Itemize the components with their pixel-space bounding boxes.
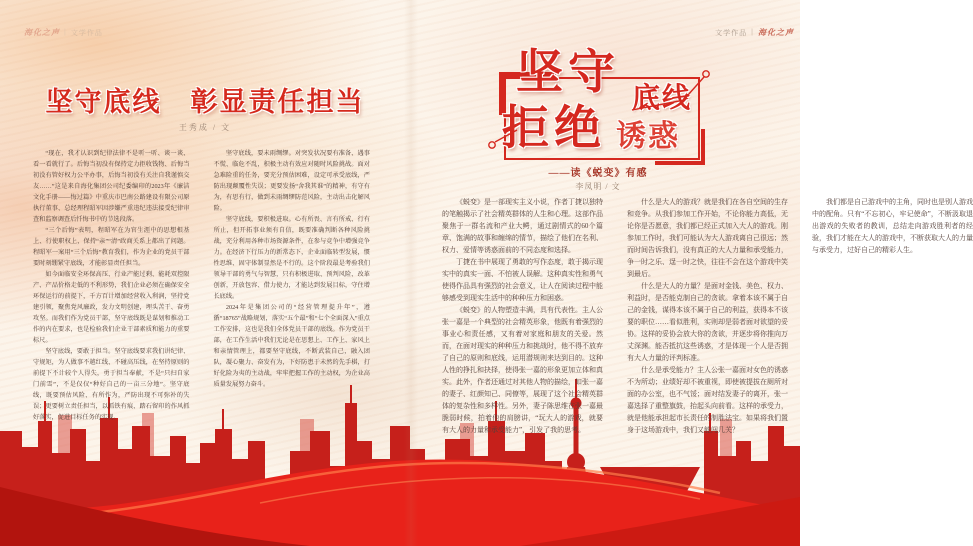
left-paragraph: 如今面临安全环保高压、行业产能过剩、能耗双控限产、产品价格走低的不利形势，我们企业必须在确保安全环保运行的前提下，千方百计增加经营收入利润，坚持党建引领，聚焦党风廉政，发力文明创建，埋头苦干、奋勇攻坚。而我们作为党员干部，坚守底线既是谋划和推动工作的内在要求，也是检验我们企业干部素质和能力的重要标尺。 [33,271,190,344]
left-article-title: 坚守底线 彰显责任担当 [45,87,365,117]
header-divider: | [751,29,754,36]
right-article-body [442,196,973,448]
right-paragraph: 《蜕变》是一部现实主义小说，作者丁捷以独特的笔触揭示了社会精英群体的人生和心理。这部作品聚焦于一群名流和产业大鳄，通过剧情式的60个篇章、饱满的故事和缠绵的情节，描绘了他们在名利、权力、爱情等诱惑面前的不同态度和选择。 [442,198,603,254]
left-paragraph: 坚守底线，要未雨绸缪。对突发状况要有准备、遇事不慌、临危不乱，积极主动有效应对随时风险挑战。面对急难险重的任务，要充分预估困难，设定可承受底线，严防出现颠覆性失误；更要发扬“舍我其谁”的精神，有守有为，有思有行，做到未雨绸缪防范风险，主动出击化解风险。 [213,150,370,212]
magazine-logo-left: 海化之声 [24,27,60,37]
left-paragraph: “现在，我才认识到纪律法律不是听一听、谈一谈、看一看就行了。后悔当初没有保持定力拒收钱物、后悔当初没有管好权力公平办事，后悔当初没有关注自我谨慎交友……”这是来自海化集团公司纪委编印的2023年《廉洁文化手册——悔过篇》中重庆市巴南公路建设有限公司原执行董事、总经理程昭军因涉嫌严重违纪违法接受纪律审查和监察调查后忏悔书中的节选段落。 [33,150,190,223]
title-word-jujue: 拒绝 [502,101,606,154]
right-title-block [486,45,710,166]
title-word-dixian: 底线 [632,82,693,113]
right-paragraph: 《蜕变》的人物塑造丰满，具有代表性。主人公张一嘉是一个典型的社会精英形象，他既有着强烈的事业心和责任感，又有着对家庭和朋友的关爱。然而，在面对现实的种种压力和挑战时，他不得不放弃了自己的原则和底线，运用潜规则来达到目的。这种人性的挣扎和抉择，使得张一嘉的形象更加立体和真实。此外，作者还通过对其他人物的描绘，如张一嘉的妻子、红颜知己、同僚等，展现了这个社会精英群体的复杂性和多样性。另外，妻子陈思维在张一嘉最脆弱时候，拍着他的肩膀讲，“玩大人的游戏，就要有大人的力量和承受能力”，引发了我的思考。 [442,306,603,434]
magazine-logo-right: 海化之声 [758,27,794,37]
title-word-youhuo: 诱惑 [616,120,680,153]
left-paragraph: 2024年是集团公司的“经营管理提升年”，遵循“18765”战略规划，落实“五个最”和“七个全面深入”重点工作安排，这也是我们全体党员干部的底线。作为党员干部，在工作生活中我们无论是在思想上、工作上、家风上和亲情管理上，都要坚守底线，不断武装自己，融入团队，凝心聚力、奋发有为，下好防患于未然的先手棋，打好化险为夷的主动战，牢牢把握工作的主动权，为企业高质量发展努力奋斗。 [213,304,370,388]
title-decoration-lines [486,45,710,166]
right-paragraph: 什么是大人的力量？是面对金钱、美色、权力、利益时，是否能克制自己的贪欲。拿着本该不属于自己的金钱，谋得本该不属于自己的利益，获得本不该要的职位……看似胜利，实则却是弱者面对欲望的妥协。这样的妥协会放大你的贪欲，并逐步将你推向万丈深渊。能否抵抗这些诱惑，才是体现一个人是否拥有大人力量的评判标准。 [627,282,788,362]
left-page-header [24,27,103,38]
left-article-body [33,148,370,440]
title-word-jianshou: 坚守 [516,45,620,98]
header-divider: | [64,29,67,36]
left-paragraph: “三个后悔”表明，程昭军在为官生涯中的思想根基上、行使职权上，保持“亲”“清”政商关系上都出了问题。程昭军一案用“三个后悔”教育我们，作为企业的党员干部要时刻绷紧守底线，才能彰显责任担当。 [33,227,190,267]
left-article-author: 王秀成 / 文 [178,123,232,132]
section-label-left: 文学作品 [70,29,103,37]
right-paragraph: 我们都是自己游戏中的主角，同时也是别人游戏中的配角。只有“不忘初心，牢记使命”，不断汲取退出游戏的失败者的教训，总结走向游戏胜利者的经验，我们才能在大人的游戏中，不断获取大人的力量与承受力，过好自己的精彩人生。 [812,198,973,254]
left-paragraph: 坚守底线，要积极进取。心有所畏、言有所戒、行有所止，但开拓事业须有自信，既要准确判断各种风险挑战，充分利用各种市场资源条件，在参与竞争中增强竞争力。在经济下行压力的新常态下，企业面临转型发展，惯性思维、固守体制显然是不行的。这个阶段最是考验我们领导干部的勇气与智慧，只有积极进取、预判风险、改革创新，开放包容、借力使力，才能达到发展目标，守住增长底线。 [213,216,370,300]
right-paragraph: 什么是承受能力？主人公张一嘉面对女色的诱惑不为所动；业绩好却不被重视，即使被提拔在厕所对面的办公室，也不气馁；面对结发妻子的离开，张一嘉选择了重整旗鼓，抬起头向前看。这样的承受力，就是他能承担起市长责任的制胜法宝。如果将我们置身于这场游戏中，我们又能闯几关？ [627,366,788,434]
right-page-header [702,27,794,38]
section-label-right: 文学作品 [715,29,748,37]
right-article-author: 李凤明 / 文 [575,182,621,191]
left-paragraph: 坚守底线，要敢于担当。坚守底线要求我们讲纪律、守规矩，为人做事不越红线、不碰高压线，在坚持原则的前提下不计较个人得失，勇于担当奉献，不是“只扫自家门前雪”，不是仅仅“种好自己的一亩三分地”。坚守底线，既要预估风险、有所作为，严防出现不可弥补的失误；更要树立责任担当，以抓铁有痕、踏石留印的作风抓好落实，促进目标任务的实现。 [33,348,190,421]
right-paragraph: 丁捷在书中展现了勇敢的写作态度，敢于揭示现实中的真实一面、不怕被人误解。这种真实性和勇气使得作品具有强烈的社会意义，让人在阅读过程中能够感受到现实生活中的种种压力和困惑。 [442,258,603,302]
right-paragraph: 什么是大人的游戏？就是我们在各自空间的生存和竞争。从我们参加工作开始，不论你能力高低，无论你是否愿意，我们都已经正式加入大人的游戏。刚参加工作时，我们可能认为大人游戏离自己很远；然而时间告诉我们，没有真正的大人力量和承受能力，争一时之乐、逞一时之快，往往不会在这个游戏中笑到最后。 [627,198,788,278]
right-article-subtitle: ——读《蜕变》有感 [548,168,648,179]
